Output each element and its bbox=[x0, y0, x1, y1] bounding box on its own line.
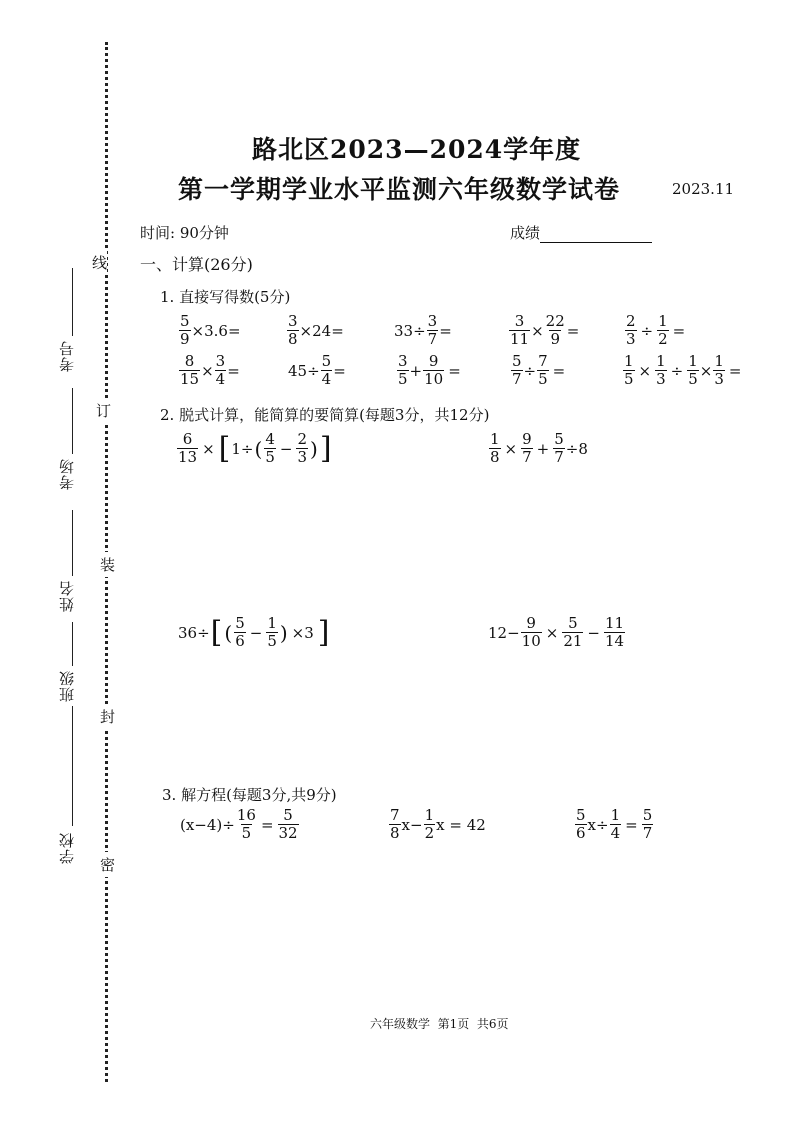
q2-problem-1: $\frac{6}{13}$ × [ 1÷ ( $\frac{4}{5}$ − $\frac{2}{3}$ ) ] bbox=[178, 430, 332, 466]
fraction: $\frac{2}{3}$ bbox=[297, 430, 307, 466]
fraction: $\frac{3}{8}$ bbox=[288, 312, 298, 348]
fraction: $\frac{5}{7}$ bbox=[642, 806, 653, 842]
fraction: $\frac{3}{4}$ bbox=[215, 352, 226, 388]
exam-room-label: 考场 bbox=[58, 458, 76, 490]
fraction: $\frac{5}{6}$ bbox=[235, 614, 245, 650]
fraction: $\frac{2}{3}$ bbox=[626, 312, 636, 348]
fraction: $\frac{5}{4}$ bbox=[321, 352, 332, 388]
q1-r1-a: $\frac{5}{9}$ ×3.6= bbox=[180, 312, 241, 348]
seal-char-xian: 线 bbox=[92, 250, 107, 275]
q3-title: 3. 解方程(每题3分,共9分) bbox=[162, 786, 337, 804]
fraction: $\frac{16}{5}$ bbox=[236, 806, 256, 842]
score-label: 成绩 bbox=[510, 224, 541, 242]
fraction: $\frac{1}{3}$ bbox=[656, 352, 666, 388]
q2-problem-3: 36÷ [ ( $\frac{5}{6}$ − $\frac{1}{5}$ ) ×3 ] bbox=[178, 614, 330, 650]
class-label: 班级 bbox=[58, 670, 76, 702]
fraction: $\frac{11}{14}$ bbox=[605, 614, 625, 650]
exam-number-label: 考号 bbox=[58, 340, 76, 372]
time-label: 时间: 90分钟 bbox=[140, 224, 229, 242]
q3-equation-2: $\frac{7}{8}$ x− $\frac{1}{2}$ x = 42 bbox=[390, 806, 486, 842]
q1-r2-c: $\frac{3}{5}$ + $\frac{9}{10}$ = bbox=[398, 352, 461, 388]
q1-r2-d: $\frac{5}{7}$ ÷ $\frac{7}{5}$ = bbox=[512, 352, 566, 388]
fraction: $\frac{5}{7}$ bbox=[554, 430, 564, 466]
fraction: $\frac{1}{5}$ bbox=[267, 614, 277, 650]
q2-problem-4: 12− $\frac{9}{10}$ × $\frac{5}{21}$ − $\frac{11}{14}$ bbox=[488, 614, 625, 650]
fraction: $\frac{1}{3}$ bbox=[714, 352, 724, 388]
fraction: $\frac{5}{7}$ bbox=[512, 352, 522, 388]
fraction: $\frac{8}{15}$ bbox=[180, 352, 200, 388]
section1-title: 一、计算(26分) bbox=[140, 255, 253, 274]
fraction: $\frac{9}{7}$ bbox=[522, 430, 532, 466]
q3-equation-3: $\frac{5}{6}$ x÷ $\frac{1}{4}$ = $\frac{5}{7}$ bbox=[576, 806, 653, 842]
exam-title-line1: 路北区2023—2024学年度 bbox=[252, 135, 582, 164]
q1-title: 1. 直接写得数(5分) bbox=[160, 288, 291, 306]
q1-r1-e: $\frac{2}{3}$ ÷ $\frac{1}{2}$ = bbox=[626, 312, 686, 348]
seal-char-mi: 密 bbox=[100, 852, 115, 877]
fraction: $\frac{1}{5}$ bbox=[688, 352, 698, 388]
seal-char-zhuang: 装 bbox=[100, 552, 115, 577]
fraction: $\frac{3}{7}$ bbox=[427, 312, 438, 348]
q3-equation-1: (x−4)÷ $\frac{16}{5}$ = $\frac{5}{32}$ bbox=[180, 806, 298, 842]
fraction: $\frac{9}{10}$ bbox=[424, 352, 444, 388]
q1-r1-b: $\frac{3}{8}$ ×24= bbox=[288, 312, 344, 348]
exam-title-line2: 第一学期学业水平监测六年级数学试卷 bbox=[178, 175, 621, 204]
q2-problem-2: $\frac{1}{8}$ × $\frac{9}{7}$ + $\frac{5}{7}$ ÷8 bbox=[490, 430, 588, 466]
seal-char-feng: 封 bbox=[100, 704, 115, 729]
fraction: $\frac{3}{11}$ bbox=[510, 312, 530, 348]
q1-r2-e: $\frac{1}{5}$ × $\frac{1}{3}$ ÷ $\frac{1}{5}$ × $\frac{1}{3}$ = bbox=[624, 352, 742, 388]
fraction: $\frac{6}{13}$ bbox=[178, 430, 198, 466]
q1-r1-d: $\frac{3}{11}$ × $\frac{22}{9}$ = bbox=[510, 312, 580, 348]
fraction: $\frac{1}{8}$ bbox=[490, 430, 500, 466]
exam-date: 2023.11 bbox=[672, 180, 735, 198]
class-blank[interactable] bbox=[72, 622, 73, 666]
name-label: 姓名 bbox=[58, 580, 76, 612]
fraction: $\frac{1}{2}$ bbox=[658, 312, 668, 348]
seal-char-ding: 订 bbox=[96, 398, 111, 423]
score-blank[interactable] bbox=[540, 226, 652, 243]
name-blank[interactable] bbox=[72, 510, 73, 576]
fraction: $\frac{5}{32}$ bbox=[278, 806, 298, 842]
fraction: $\frac{5}{9}$ bbox=[180, 312, 190, 348]
fraction: $\frac{4}{5}$ bbox=[265, 430, 275, 466]
fraction: $\frac{1}{5}$ bbox=[624, 352, 634, 388]
q1-r1-c: 33÷ $\frac{3}{7}$ = bbox=[394, 312, 452, 348]
exam-room-blank[interactable] bbox=[72, 388, 73, 454]
exam-number-blank[interactable] bbox=[72, 268, 73, 336]
q1-r2-b: 45÷ $\frac{5}{4}$ = bbox=[288, 352, 346, 388]
score-field[interactable] bbox=[510, 222, 652, 243]
fraction: $\frac{22}{9}$ bbox=[545, 312, 565, 348]
fraction: $\frac{7}{5}$ bbox=[538, 352, 548, 388]
fraction: $\frac{3}{5}$ bbox=[398, 352, 408, 388]
school-label: 学校 bbox=[58, 832, 76, 864]
fraction: $\frac{5}{6}$ bbox=[576, 806, 586, 842]
fraction: $\frac{1}{2}$ bbox=[424, 806, 435, 842]
q1-r2-a: $\frac{8}{15}$ × $\frac{3}{4}$ = bbox=[180, 352, 240, 388]
school-blank[interactable] bbox=[72, 706, 73, 826]
fraction: $\frac{1}{4}$ bbox=[610, 806, 621, 842]
fraction: $\frac{9}{10}$ bbox=[521, 614, 541, 650]
fraction: $\frac{5}{21}$ bbox=[563, 614, 583, 650]
fraction: $\frac{7}{8}$ bbox=[390, 806, 400, 842]
page-footer: 六年级数学 第1页 共6页 bbox=[370, 1017, 509, 1031]
q2-title: 2. 脱式计算，能简算的要简算(每题3分，共12分) bbox=[160, 406, 490, 424]
